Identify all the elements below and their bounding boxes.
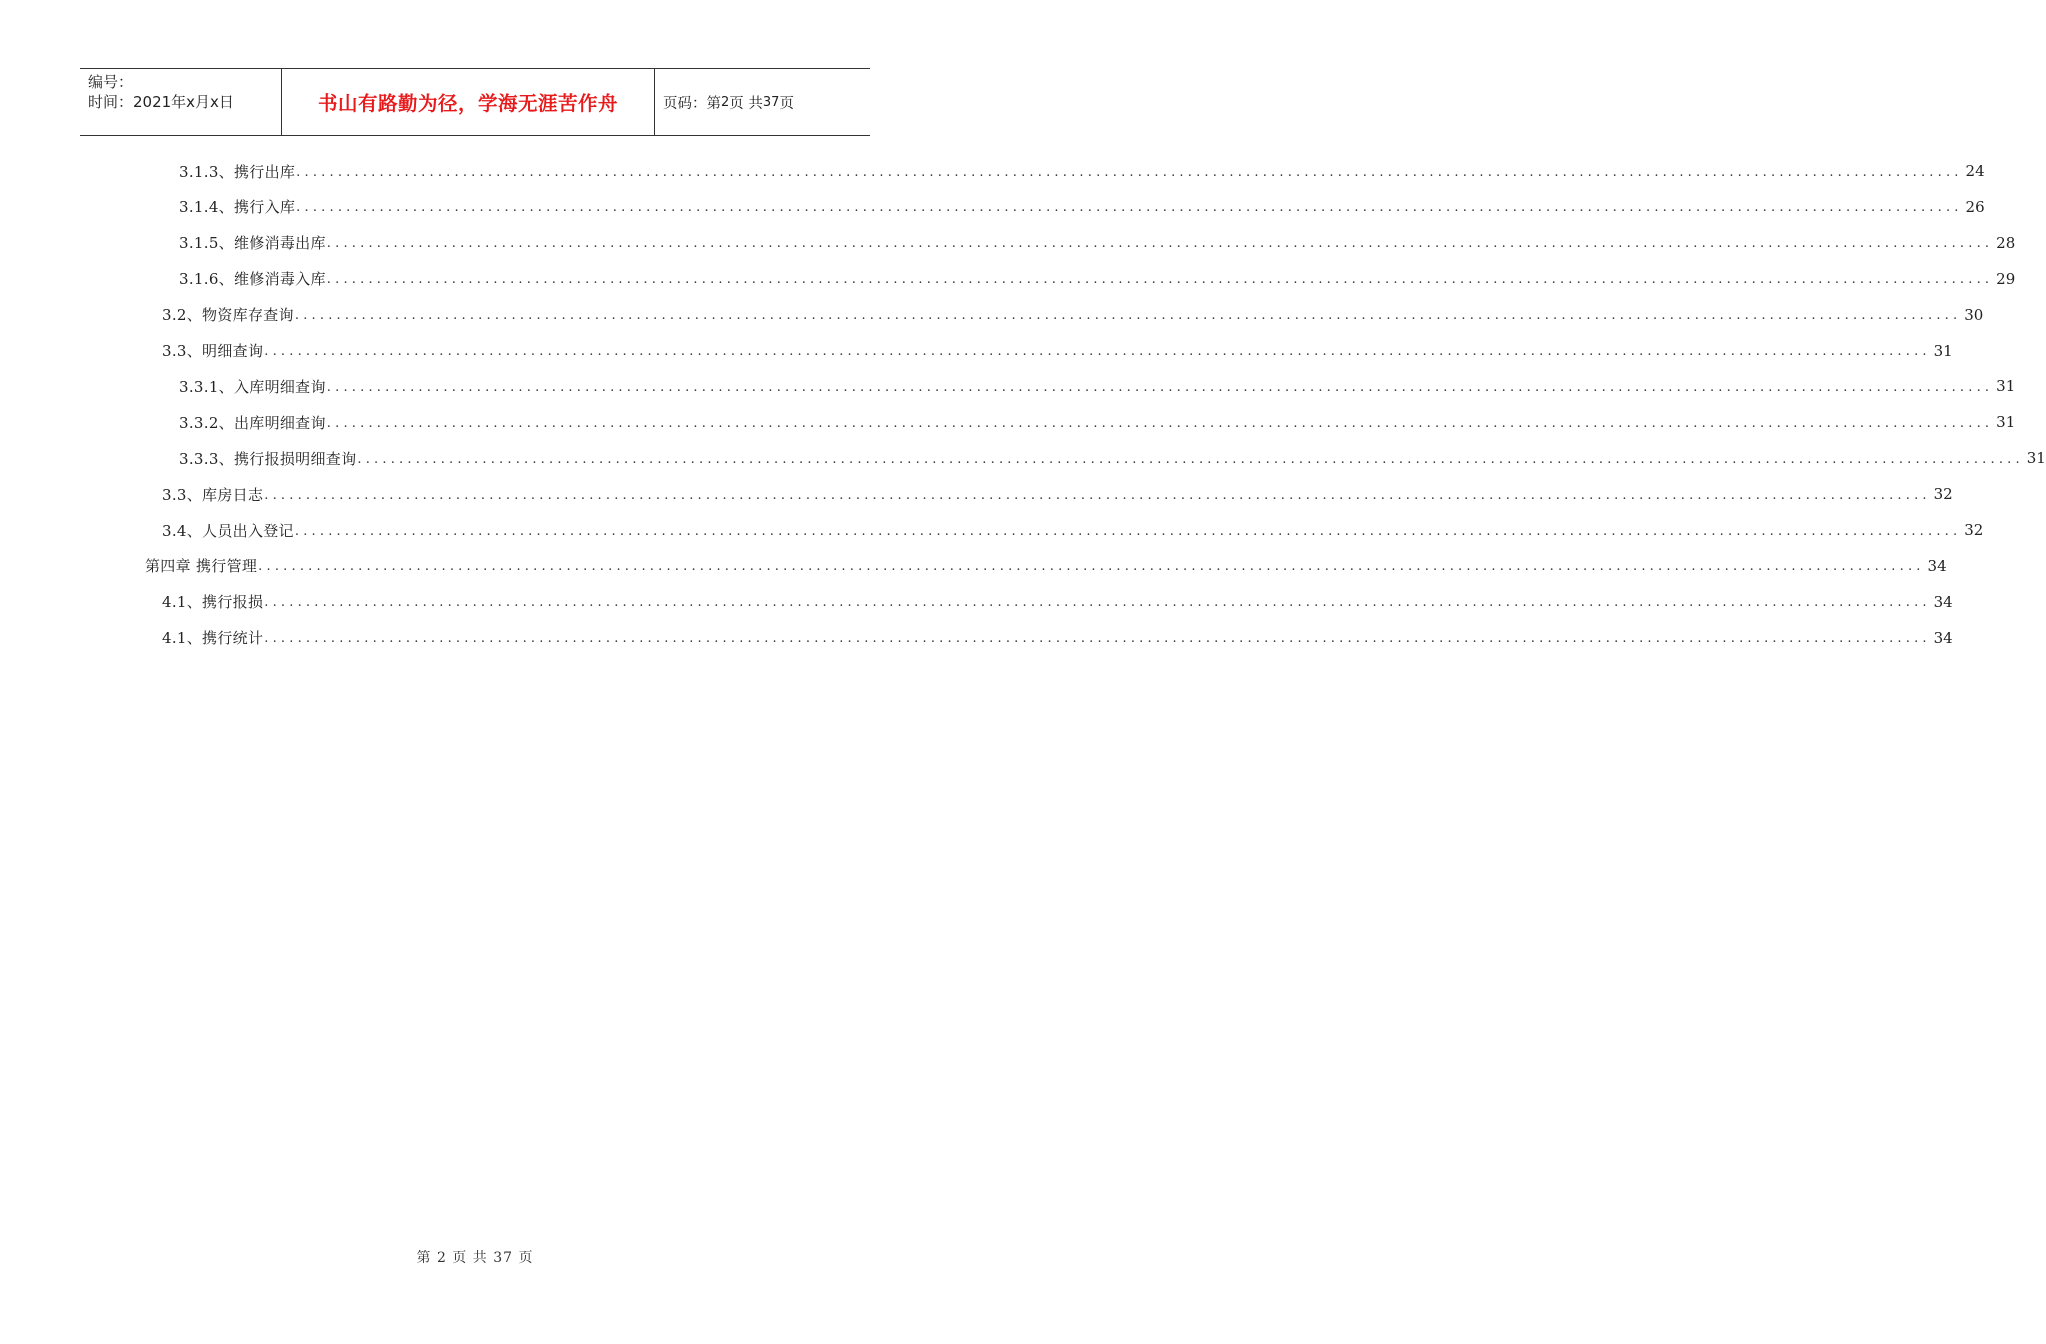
toc-entry-page: 24: [1965, 162, 1985, 180]
toc-entry[interactable]: [179, 228, 2016, 258]
toc-dot-leader: ........................................................................................................................................................................................................: [264, 487, 1931, 503]
toc-entry-page: 32: [1933, 485, 1953, 504]
toc-entry-label: 4.1、携行统计: [162, 629, 264, 648]
toc-entry[interactable]: [162, 300, 1984, 330]
header-motto-cell: [282, 69, 655, 135]
toc-entry-page: 31: [2026, 449, 2046, 468]
page-mid: 页 共: [729, 95, 763, 112]
number-label: 编号：: [88, 73, 134, 91]
toc-entry-label: 3.1.5、维修消毒出库: [179, 234, 326, 253]
toc-entry[interactable]: [179, 443, 2046, 473]
toc-entry[interactable]: [162, 623, 1953, 653]
toc-entry-label: 3.1.3、携行出库: [179, 162, 296, 181]
header-meta-cell: [80, 69, 282, 135]
toc-dot-leader: ........................................................................................................................................................................................................: [357, 451, 2024, 467]
toc-dot-leader: ........................................................................................................................................................................................................: [296, 200, 1963, 216]
toc-entry[interactable]: [145, 551, 1947, 581]
toc-entry-page: 31: [1996, 377, 2016, 396]
toc-entry[interactable]: [179, 192, 1985, 222]
toc-entry-label: 3.3.3、携行报损明细查询: [179, 449, 357, 468]
toc-entry[interactable]: [179, 371, 2016, 401]
page-prefix: 页码：第: [663, 95, 721, 112]
toc-dot-leader: ........................................................................................................................................................................................................: [296, 164, 1963, 180]
toc-dot-leader: ........................................................................................................................................................................................................: [326, 415, 1994, 431]
toc-dot-leader: ........................................................................................................................................................................................................: [264, 595, 1931, 611]
toc-entry-label: 3.2、物资库存查询: [162, 306, 294, 325]
toc-dot-leader: ........................................................................................................................................................................................................: [326, 236, 1994, 252]
toc-entry[interactable]: [162, 336, 1953, 366]
toc-entry-page: 26: [1965, 197, 1985, 216]
toc-entry[interactable]: [179, 156, 1985, 186]
toc-dot-leader: ........................................................................................................................................................................................................: [264, 631, 1931, 647]
toc-entry-label: 第四章 携行管理: [145, 557, 258, 576]
toc-dot-leader: ........................................................................................................................................................................................................: [326, 379, 1994, 395]
toc-entry[interactable]: [179, 264, 2016, 294]
toc-entry-label: 3.3.2、出库明细查询: [179, 413, 326, 432]
toc-entry[interactable]: [179, 407, 2016, 437]
toc-entry-label: 4.1、携行报损: [162, 593, 264, 612]
toc-entry-page: 34: [1933, 592, 1953, 611]
page-footer: 第 2 页 共 37 页: [416, 1250, 534, 1266]
toc-dot-leader: ........................................................................................................................................................................................................: [264, 344, 1931, 359]
toc-entry[interactable]: [162, 479, 1953, 509]
toc-entry-page: 31: [1933, 341, 1953, 360]
toc-entry-page: 34: [1927, 556, 1947, 575]
header-page-cell: [655, 69, 870, 135]
page-header: [80, 68, 870, 136]
page-suffix: 页: [779, 95, 794, 112]
date-label: 时间：2021年x月x日: [88, 93, 234, 111]
toc-entry-page: 32: [1964, 521, 1984, 539]
toc-entry-page: 31: [1996, 413, 2016, 432]
toc-entry-page: 29: [1996, 269, 2016, 288]
toc-dot-leader: ........................................................................................................................................................................................................: [326, 272, 1994, 288]
page-total: 37: [762, 94, 780, 110]
toc-entry-label: 3.1.6、维修消毒入库: [179, 270, 326, 289]
toc-entry[interactable]: [162, 587, 1953, 617]
toc-dot-leader: ........................................................................................................................................................................................................: [258, 559, 1925, 575]
page-current: 2: [721, 94, 730, 110]
toc-entry-label: 3.4、人员出入登记: [162, 521, 294, 540]
toc-dot-leader: ........................................................................................................................................................................................................: [294, 308, 1962, 324]
toc-entry-page: 28: [1996, 233, 2016, 252]
toc-entry-label: 3.3.1、入库明细查询: [179, 377, 326, 396]
toc-entry-page: 30: [1964, 305, 1984, 324]
motto-text: 书山有路勤为径，学海无涯苦作舟: [317, 92, 618, 115]
toc-entry-page: 34: [1933, 628, 1953, 647]
toc-entry[interactable]: [162, 515, 1984, 545]
toc-entry-label: 3.3、库房日志: [162, 485, 264, 504]
toc-entry-label: 3.1.4、携行入库: [179, 198, 296, 217]
toc-entry-label: 3.3、明细查询: [162, 342, 264, 360]
toc-dot-leader: ........................................................................................................................................................................................................: [294, 523, 1962, 539]
